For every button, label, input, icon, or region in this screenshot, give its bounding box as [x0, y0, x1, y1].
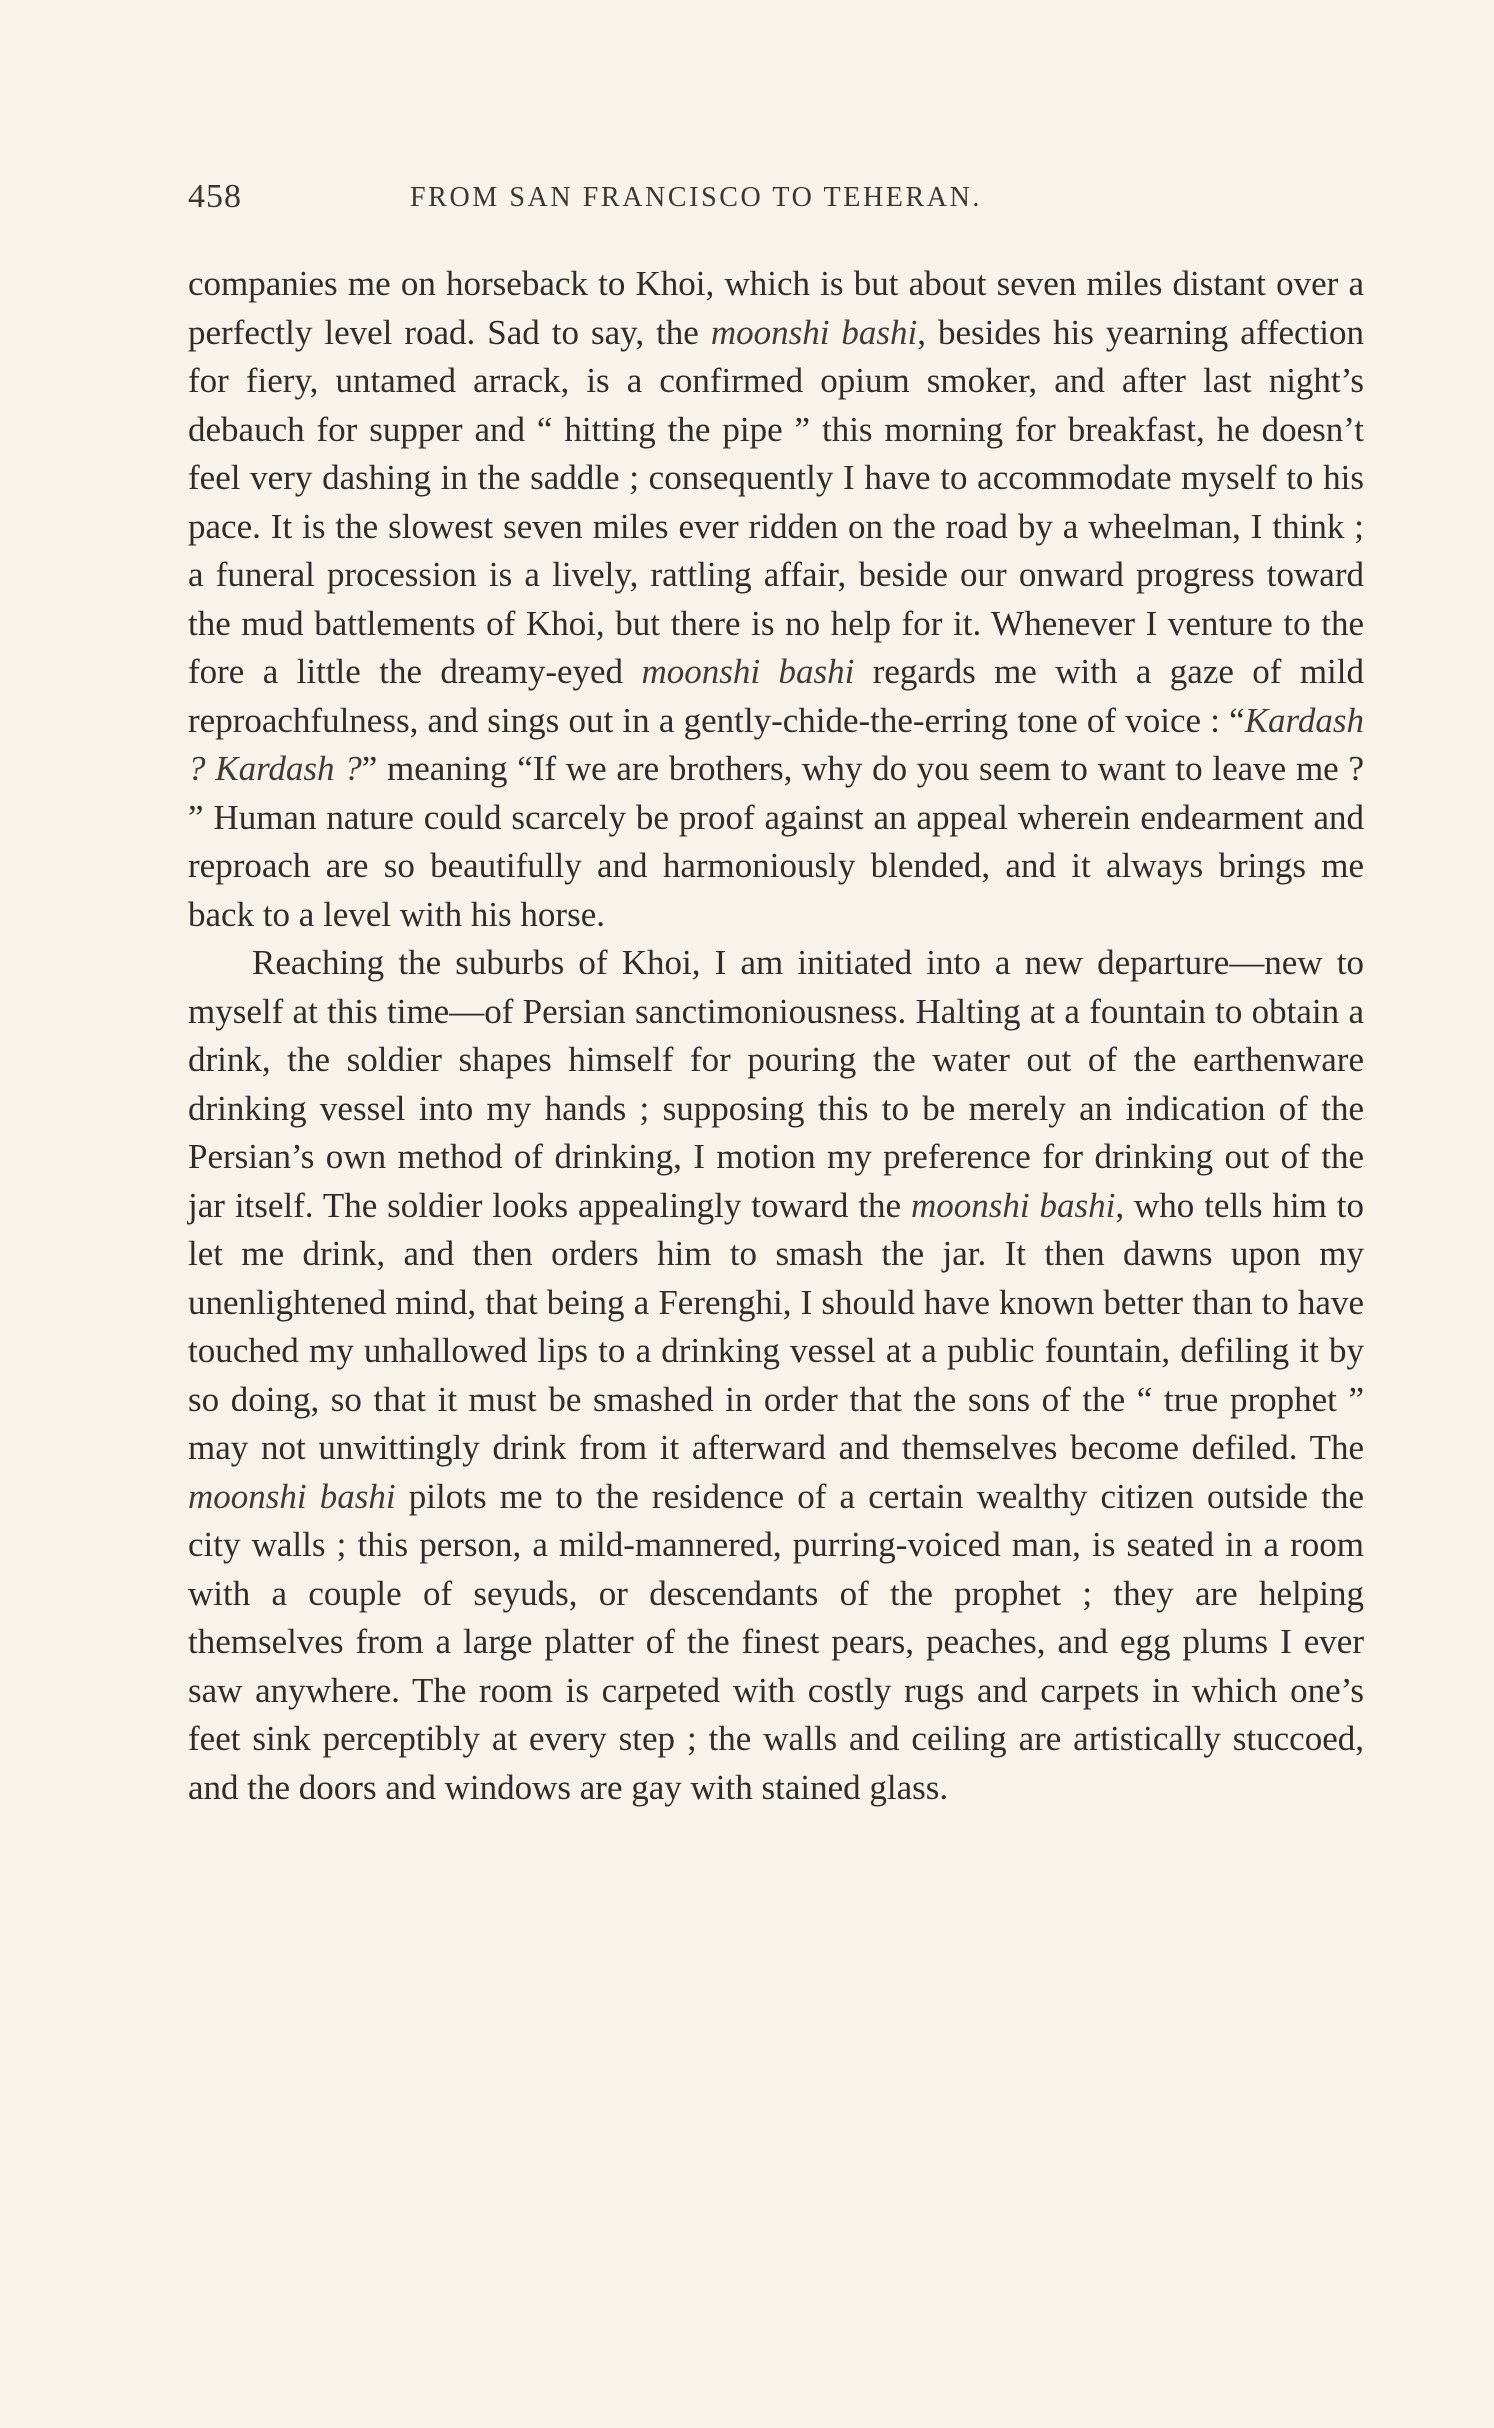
paragraph-text: companies me on horseback to Khoi, which is but about seven miles distant over a perfectly level road. Sad to say, the	[188, 264, 1364, 352]
running-title: FROM SAN FRANCISCO TO TEHERAN.	[410, 182, 982, 213]
main-text	[188, 260, 1364, 1812]
italic-term: moonshi bashi	[910, 1185, 1116, 1225]
italic-quote: Kardash ? Kardash ?	[188, 700, 1364, 788]
paragraph-text: regards me with a gaze of mild reproachfulness, and sings out in a gently-chide-the-erring tone of voice : “	[188, 652, 1364, 740]
paragraph-text: , who tells him to let me drink, and then orders him to smash the jar. It then dawns upon my unenlightened mind, that being a Ferenghi, I should have known better than to have touched my unhallowed lips to a drinking vessel at a public fountain, defiling it by so doing, so that it must be smashed in order that the sons of the “ true prophet ” may not unwittingly drink from it afterward and themselves become defiled. The	[188, 1185, 1364, 1467]
italic-term: moonshi bashi	[641, 652, 855, 691]
paragraph-text: pilots me to the residence of a certain wealthy citizen outside the city walls ; this person, a mild-mannered, purring-voiced man, is seated in a room with a couple of seyuds, or descendants of the prophet ; they are helping themselves from a large platter of the finest pears, peaches, and egg plums I ever saw anywhere. The room is carpeted with costly rugs and carpets in which one’s feet sink perceptibly at every step ; the walls and ceiling are artistically stuccoed, and the doors and windows are gay with stained glass.	[188, 1476, 1364, 1807]
paragraph-reaching-khoi	[188, 939, 1364, 1812]
page-header	[188, 178, 1368, 228]
paragraph-text: Reaching the suburbs of Khoi, I am initiated into a new departure—new to myself at this time—of Persian sanctimoniousness. Halting at a fountain to obtain a drink, the soldier shapes himself for pouring the water out of the earthenware drinking vessel into my hands ; supposing this to be merely an indication of the Persian’s own method of drinking, I motion my preference for drinking out of the jar itself. The soldier looks appealingly toward the	[188, 943, 1364, 1225]
page-number: 458	[188, 178, 242, 215]
italic-term: moonshi bashi	[188, 1476, 396, 1516]
paragraph-text: ” meaning “If we are brothers, why do you seem to want to leave me ? ” Human nature could scarcely be proof against an appeal wherein endearment and reproach are so beautifully and harmoniously blended, and it always brings me back to a level with his horse.	[188, 749, 1364, 934]
paragraph-continuation	[188, 260, 1364, 939]
italic-term: moonshi bashi	[710, 312, 918, 352]
paragraph-text: , besides his yearning affection for fiery, untamed arrack, is a confirmed opium smoker, and after last night’s debauch for supper and “ hitting the pipe ” this morning for breakfast, he doesn’t feel very dashing in the saddle ; consequently I have to accommodate myself to his pace. It is the slowest seven miles ever ridden on the road by a wheelman, I think ; a funeral procession is a lively, rattling affair, beside our onward progress toward the mud battlements of Khoi, but there is no help for it. Whenever I venture to the fore a little the dreamy-eyed	[188, 312, 1365, 691]
